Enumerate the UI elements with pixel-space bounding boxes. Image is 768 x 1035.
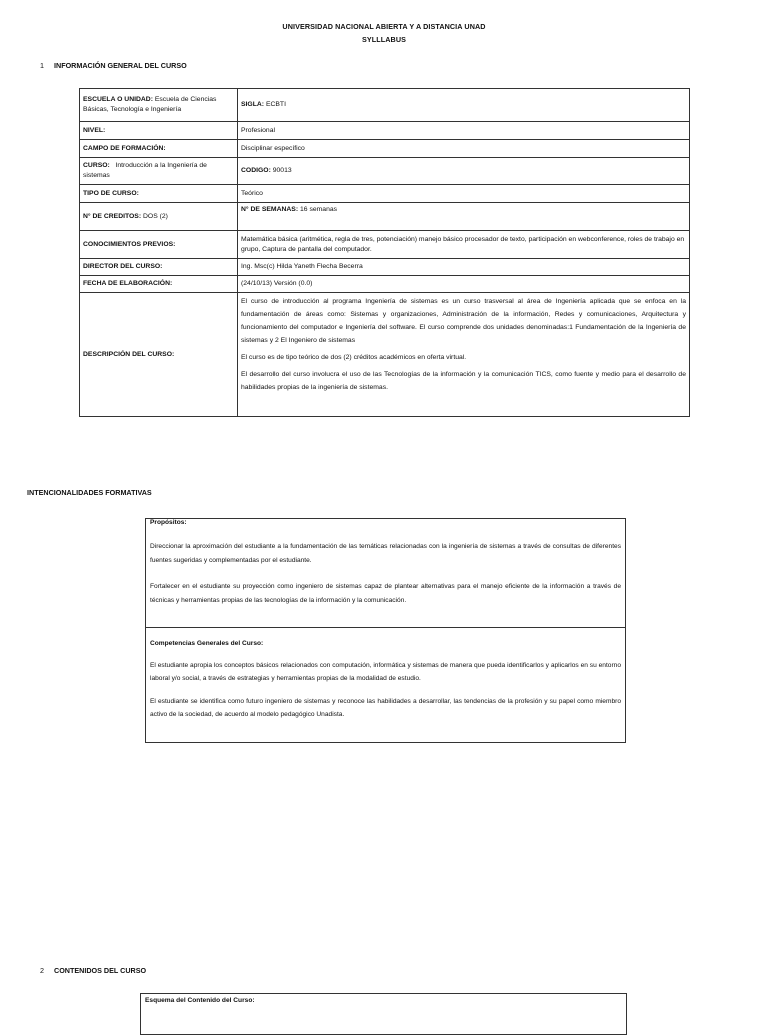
proposito-2: Fortalecer en el estudiante su proyección como ingeniero de sistemas capaz de plantear alternativas para el manejo eficiente de la información a través de técnicas y herramientas propias de las tecnologías de la información y la comunicación. [150, 583, 621, 604]
fecha-value: (24/10/13) Versión (0.0) [238, 276, 690, 293]
section-2-number: 2 [40, 966, 44, 975]
propositos-cell [146, 519, 625, 627]
fecha-label: FECHA DE ELABORACIÓN: [83, 280, 173, 287]
director-value: Ing. Msc(c) Hilda Yaneth Flecha Becerra [238, 259, 690, 276]
propositos-title: Propósitos: [150, 519, 187, 526]
creditos-label: N° DE CREDITOS: [83, 212, 142, 220]
descripcion-paragraph-2: El curso es de tipo teórico de dos (2) créditos académicos en oferta virtual. [241, 354, 467, 361]
descripcion-cell [80, 293, 238, 417]
section-2-heading [40, 966, 146, 975]
campo-cell [80, 140, 238, 158]
semanas-cell [238, 203, 690, 231]
director-cell [80, 259, 238, 276]
previos-value: Matemática básica (aritmética, regla de tres, potenciación) manejo básico procesador de texto, participación en webconference, roles de trabajo en grupo, Captura de pantalla del computador. [238, 231, 690, 259]
section-2-title: CONTENIDOS DEL CURSO [54, 966, 147, 975]
section-1-number: 1 [40, 61, 44, 70]
section-1-heading [40, 61, 187, 70]
curso-label: CURSO: [83, 162, 110, 169]
codigo-value: 90013 [272, 167, 292, 174]
creditos-cell [80, 203, 238, 231]
intencionalidades-box [145, 518, 626, 743]
escuela-value: Escuela de Ciencias Básicas, Tecnología e Ingeniería [83, 96, 217, 113]
campo-label: CAMPO DE FORMACIÓN: [83, 144, 166, 152]
previos-cell [80, 231, 238, 259]
sigla-cell [238, 89, 690, 122]
curso-value: Introducción a la Ingeniería de sistemas [83, 162, 207, 179]
contenido-box [140, 993, 627, 1035]
competencias-cell [146, 627, 625, 742]
nivel-cell [80, 122, 238, 140]
tipo-value: Teórico [238, 185, 690, 203]
previos-label: CONOCIMIENTOS PREVIOS: [83, 240, 176, 248]
intencionalidades-heading: INTENCIONALIDADES FORMATIVAS [27, 488, 152, 497]
proposito-1: Direccionar la aproximación del estudiante a la fundamentación de las temáticas relacionadas con la ingeniería de sistemas a través de consultas de diferentes fuentes sugeridas y complementadas por el estudiante. [150, 543, 621, 564]
sigla-value: ECBTI [265, 101, 286, 108]
section-1-title: INFORMACIÓN GENERAL DEL CURSO [54, 61, 187, 70]
competencias-title: Competencias Generales del Curso: [150, 640, 264, 647]
campo-value: Disciplinar específico [238, 140, 690, 158]
competencia-2: El estudiante se identifica como futuro ingeniero de sistemas y reconoce las habilidades a desarrollar, las tendencias de la profesión y su papel como miembro activo de la sociedad, de acuerdo al modelo pedagógico Unadista. [150, 697, 621, 718]
escuela-label: ESCUELA O UNIDAD: [83, 96, 153, 103]
tipo-label: TIPO DE CURSO: [83, 189, 139, 197]
descripcion-paragraph-3: El desarrollo del curso involucra el uso de las Tecnologías de la información y la comunicación TICS, como fuente y medio para el desarrollo de habilidades propias de la ingeniería de sistemas. [241, 371, 686, 391]
university-title: UNIVERSIDAD NACIONAL ABIERTA Y A DISTANCIA UNAD [282, 22, 486, 31]
nivel-value: Profesional [238, 122, 690, 140]
descripcion-value [238, 293, 690, 417]
director-label: DIRECTOR DEL CURSO: [83, 263, 163, 270]
escuela-cell [80, 89, 238, 122]
curso-cell [80, 158, 238, 185]
descripcion-label: DESCRIPCIÓN DEL CURSO: [83, 350, 175, 358]
fecha-cell [80, 276, 238, 293]
codigo-cell [238, 158, 690, 185]
codigo-label: CODIGO: [241, 167, 271, 174]
nivel-label: NIVEL: [83, 126, 106, 134]
descripcion-paragraph-1: El curso de introducción al programa Ingeniería de sistemas es un curso trasversal al área de Ingeniería aplicada que se enfoca en la fundamentación de áreas como: Sistemas y organizaciones, Administración de la información, Redes y comunicaciones, Arquitectura y funcionamiento del computador e Ingeniería del software. El curso comprende dos unidades denominadas:1 Fundamentación de la Ingeniería de sistemas y 2 El Ingeniero de sistemas [241, 298, 686, 344]
semanas-value: 16 semanas [300, 206, 338, 213]
semanas-label: N° DE SEMANAS: [241, 206, 299, 213]
sigla-label: SIGLA: [241, 101, 265, 108]
creditos-value: DOS (2) [143, 212, 168, 220]
esquema-title: Esquema del Contenido del Curso: [145, 997, 255, 1004]
competencia-1: El estudiante apropia los conceptos básicos relacionados con computación, informática y sistemas de manera que pueda identificarlos y aplicarlos en su entorno laboral y/o social, a través de estrategias y herramientas propias de la modalidad de estudio. [150, 661, 621, 682]
document-type: SYLLLABUS [361, 35, 407, 44]
tipo-cell [80, 185, 238, 203]
course-info-table [79, 88, 690, 417]
